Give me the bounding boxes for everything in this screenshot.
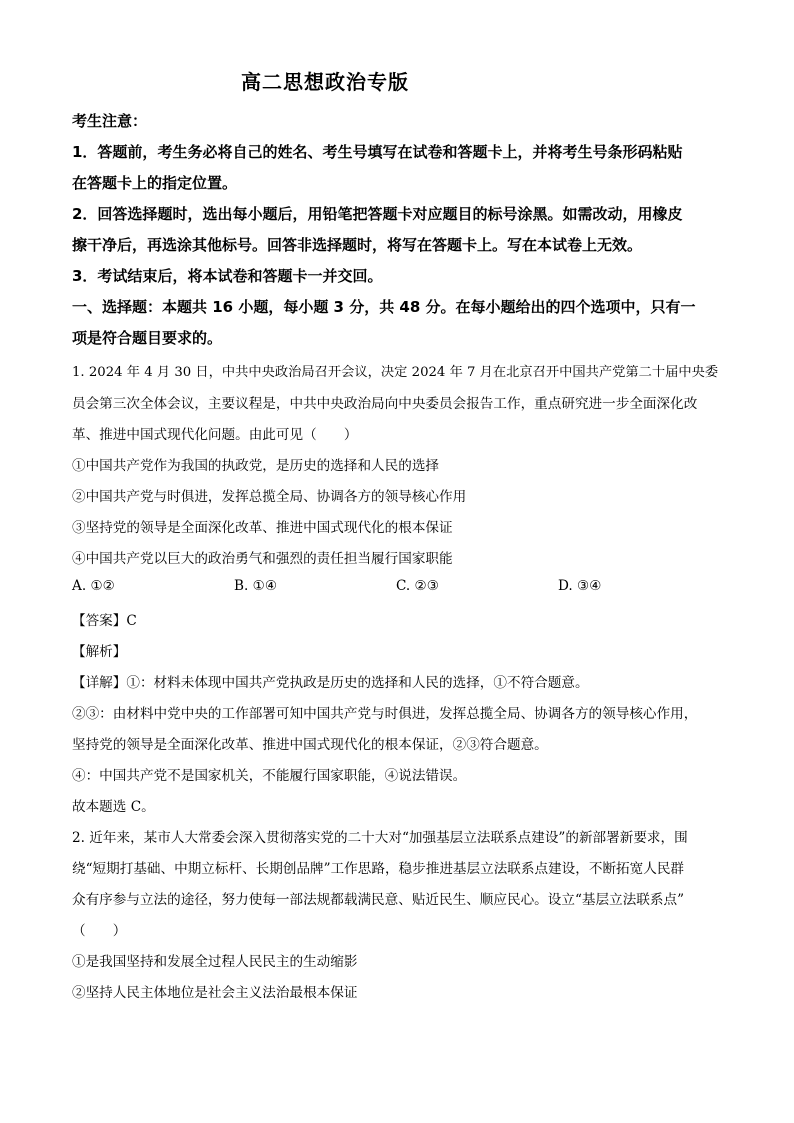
notice-line: 2．回答选择题时，选出每小题后，用铅笔把答题卡对应题目的标号涂黑。如需改动，用橡皮 <box>72 205 683 223</box>
question-stem: （ ） <box>72 923 127 939</box>
conclusion-text: 故本题选 C。 <box>72 799 155 815</box>
notice-line: 擦干净后，再选涂其他标号。回答非选择题时，将写在答题卡上。写在本试卷上无效。 <box>72 236 643 254</box>
detail-text: ②③：由材料中党中央的工作部署可知中国共产党与时俱进，发挥总揽全局、协调各方的领导核心作用， <box>72 706 698 722</box>
statement-item: ①是我国坚持和发展全过程人民民主的生动缩影 <box>72 954 358 970</box>
document-title: 高二思想政治专版 <box>241 70 409 94</box>
statement-item: ②中国共产党与时俱进，发挥总揽全局、协调各方的领导核心作用 <box>72 489 467 505</box>
statement-item: ①中国共产党作为我国的执政党，是历史的选择和人民的选择 <box>72 458 440 474</box>
analysis-label: 【解析】 <box>72 644 127 660</box>
detail-text: 坚持党的领导是全面深化改革、推进中国式现代化的根本保证，②③符合题意。 <box>72 737 548 753</box>
option-d: D. ③④ <box>558 578 602 594</box>
question-stem: 1. 2024 年 4 月 30 日，中共中央政治局召开会议，决定 2024 年 7 月在北京召开中国共产党第二十届中央委 <box>72 365 719 380</box>
option-a: A. ①② <box>72 578 115 594</box>
detail-text: ④：中国共产党不是国家机关，不能履行国家职能，④说法错误。 <box>72 768 467 784</box>
question-stem: 绕“短期打基础、中期立标杆、长期创品牌”工作思路，稳步推进基层立法联系点建设，不断拓宽人民群 <box>72 861 685 877</box>
notice-heading: 考生注意： <box>72 112 148 130</box>
question-stem: 2. 近年来，某市人大常委会深入贯彻落实党的二十大对“加强基层立法联系点建设”的新部署新要求，围 <box>72 830 688 846</box>
notice-line: 在答题卡上的指定位置。 <box>72 174 238 192</box>
option-c: C. ②③ <box>396 578 439 594</box>
section-heading: 一、选择题：本题共 16 小题，每小题 3 分，共 48 分。在每小题给出的四个选项中，只有一 <box>72 298 696 316</box>
statement-item: ②坚持人民主体地位是社会主义法治最根本保证 <box>72 985 358 1001</box>
question-stem: 众有序参与立法的途径，努力使每一部法规都载满民意、贴近民生、顺应民心。设立“基层立法联系点” <box>72 892 685 908</box>
section-heading: 项是符合题目要求的。 <box>72 329 223 347</box>
notice-line: 1．答题前，考生务必将自己的姓名、考生号填写在试卷和答题卡上，并将考生号条形码粘贴 <box>72 143 683 161</box>
detail-text: 【详解】①：材料未体现中国共产党执政是历史的选择和人民的选择，①不符合题意。 <box>72 675 589 691</box>
question-stem: 革、推进中国式现代化问题。由此可见（ ） <box>72 427 358 443</box>
option-b: B. ①④ <box>234 578 278 594</box>
statement-item: ③坚持党的领导是全面深化改革、推进中国式现代化的根本保证 <box>72 520 453 536</box>
answer-label: 【答案】C <box>72 613 137 629</box>
notice-line: 3．考试结束后，将本试卷和答题卡一并交回。 <box>72 267 383 285</box>
question-stem: 员会第三次全体会议，主要议程是，中共中央政治局向中央委员会报告工作，重点研究进一步全面深化改 <box>72 396 698 412</box>
statement-item: ④中国共产党以巨大的政治勇气和强烈的责任担当履行国家职能 <box>72 551 453 567</box>
